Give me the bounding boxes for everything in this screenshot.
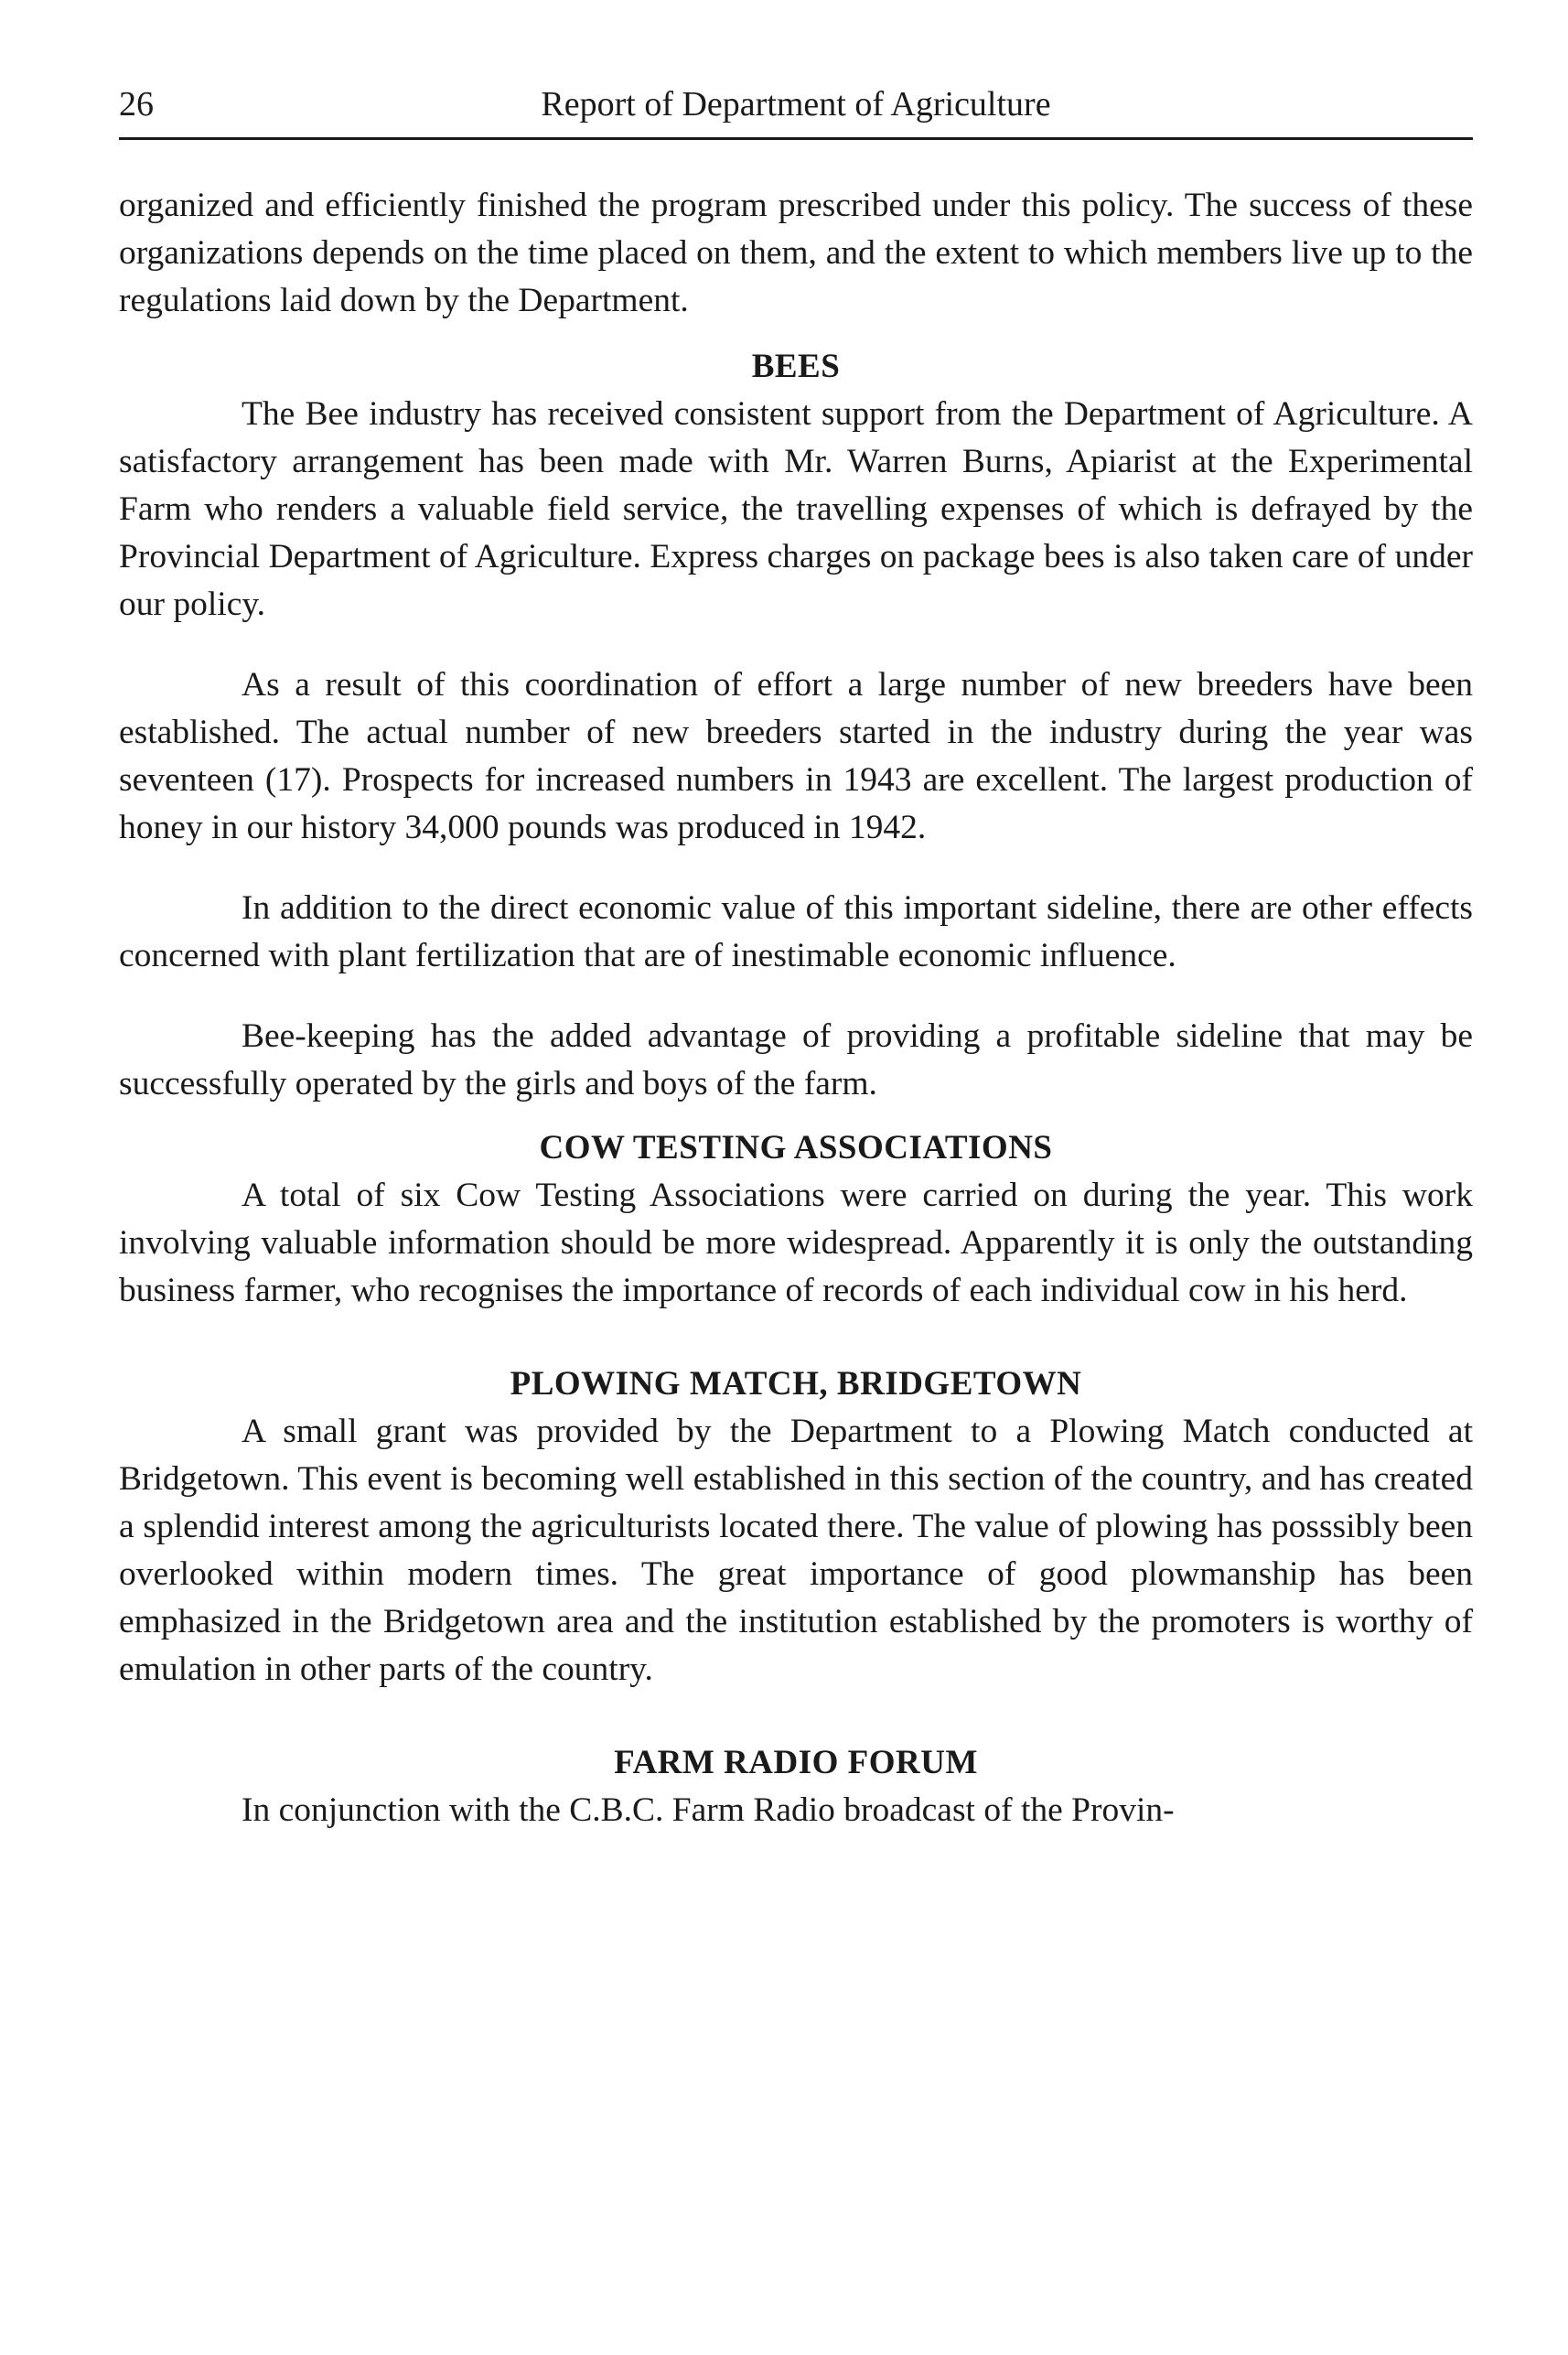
section-heading-plowing-match: PLOWING MATCH, BRIDGETOWN [510, 1365, 1082, 1403]
report-page [119, 81, 1473, 1834]
bees-paragraph-2: As a result of this coordination of effort a large number of new breeders have been established. The actual number of new breeders started in the industry during the year was seventeen (17). Prospects for increased numbers in 1943 are excellent. The largest production of honey in our history 34,000 pounds was produced in 1942. [119, 666, 1473, 846]
farm-radio-paragraph: In conjunction with the C.B.C. Farm Radio broadcast of the Provin- [242, 1791, 1175, 1829]
body-text [119, 182, 1473, 1834]
bees-paragraph-3: In addition to the direct economic value of this important sideline, there are other effects concerned with plant fertilization that are of inestimable economic influence. [119, 889, 1473, 974]
cow-testing-paragraph: A total of six Cow Testing Associations were carried on during the year. This work involving valuable information should be more widespread. Apparently it is only the outstanding business farmer, who recognises the importance of records of each individual cow in his herd. [119, 1177, 1473, 1309]
section-farm-radio [119, 1739, 1473, 1834]
plowing-match-paragraph: A small grant was provided by the Department to a Plowing Match conducted at Bridgetown. This event is becoming well established in this section of the country, and has created a splendid interest among the agriculturists located there. The value of plowing has posssibly been overlooked within modern times. The great importance of good plowmanship has been emphasized in the Bridgetown area and the institution established by the promoters is worthy of emulation in other parts of the country. [119, 1413, 1473, 1688]
section-heading-bees: BEES [751, 348, 841, 385]
section-bees [119, 343, 1473, 1108]
section-cow-testing [119, 1124, 1473, 1315]
bees-paragraph-1: The Bee industry has received consistent support from the Department of Agriculture. A satisfactory arrangement has been made with Mr. Warren Burns, Apiarist at the Experimental Farm who renders a valuable field service, the travelling expenses of which is defrayed by the Provincial Department of Agriculture. Express charges on package bees is also taken care of under our policy. [119, 395, 1473, 623]
section-heading-cow-testing: COW TESTING ASSOCIATIONS [539, 1129, 1053, 1167]
bees-paragraph-4: Bee-keeping has the added advantage of providing a profitable sideline that may be successfully operated by the girls and boys of the farm. [119, 1017, 1473, 1102]
section-heading-farm-radio: FARM RADIO FORUM [614, 1744, 978, 1781]
page-number: 26 [119, 85, 154, 124]
running-title: Report of Department of Agriculture [541, 85, 1051, 124]
continuation-paragraph: organized and efficiently finished the program prescribed under this policy. The success of these organizations depends on the time placed on them, and the extent to which members live up to the regulations laid down by the Department. [119, 187, 1473, 319]
running-header [119, 81, 1473, 140]
section-plowing-match [119, 1360, 1473, 1694]
